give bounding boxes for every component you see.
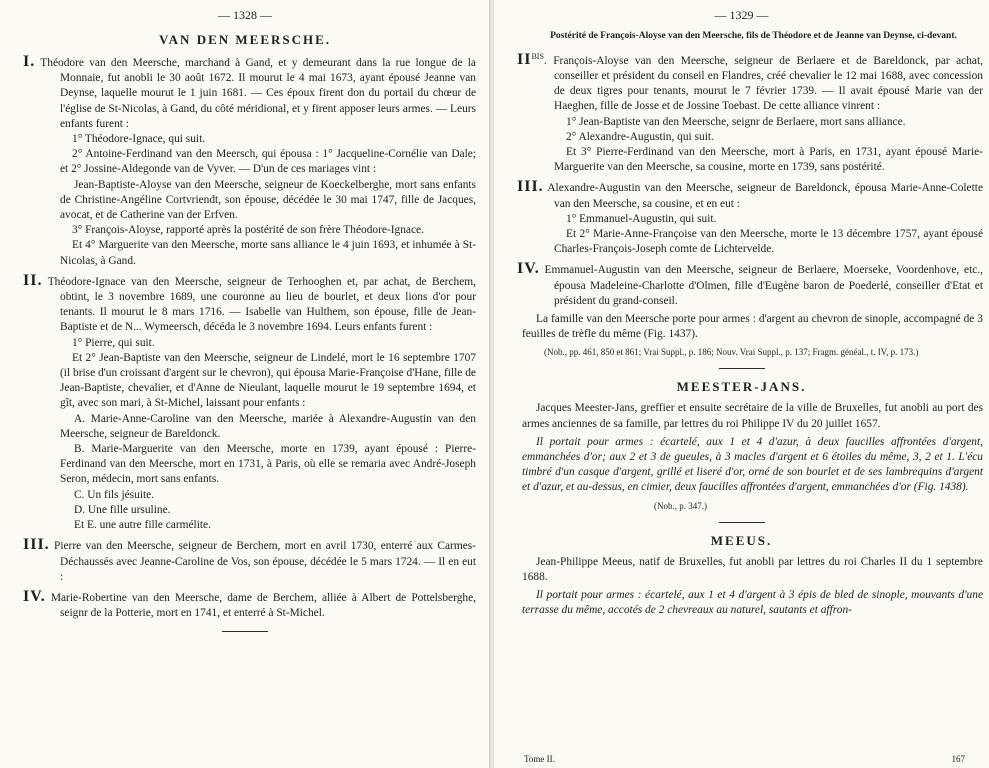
entry-sub: A. Marie-Anne-Caroline van den Meersche, mariée à Alexandre-Augustin van den Meersche, seigneur de Bareldonck. (60, 412, 476, 440)
left-page (0, 0, 490, 768)
family-title-van-den-meersche: VAN DEN MEERSCHE. (158, 32, 332, 47)
entry-number: III. (517, 178, 544, 196)
entry-number-sup: BIS (531, 52, 544, 61)
entry-number: II (517, 50, 532, 68)
meersche-references: (Nob., pp. 461, 850 et 861; Vrai Suppl., p. 186; Nouv. Vrai Suppl., p. 137; Fragm. généal., t. IV, p. 173.) (544, 347, 919, 358)
right-page-footer (494, 754, 989, 764)
entry-number: IV. (23, 587, 46, 605)
entry-text: Emmanuel-Augustin van den Meersche, seigneur de Berlaere, Moerseke, Voordenhove, etc., épousa Madeleine-Charlotte d'Olmen, fille d'Eugène baron de Poederlé, conseiller d'Etat et président du grand-conseil. (544, 264, 983, 307)
entry-number: I. (23, 53, 36, 70)
entry-sub: D. Une fille ursuline. (74, 503, 171, 516)
right-entry-2bis: $II^{BIS}$. François-Aloyse van den Meersche, seigneur de Berlaere et de Bareldonck, par achat, conseiller et président du conseil en Flandres, créé chevalier le 12 mai 1688, avec concession de deux tigres pour tenants, mourut le 7 février 1739. — Il avait épousé Marie van der Haeghen, fille de Josse et de Jossine Toebast. De cette alliance vinrent : 1° Jean-Baptiste van den Meersche, seignr de Berlaere, mort sans alliance. 2° Alexandre-Augustin, qui suit. Et 3° Pierre-Ferdinand van den Meersche, mort à Paris, en 1731, ayant épousé Marie-Marguerite van den Meersche, sa cousine, morte en 1739, sans postérité. (494, 49, 989, 175)
entry-text: Marie-Robertine van den Meersche, dame de Berchem, alliée à Albert de Pottelsberghe, seignr de la Potterie, mort en 1741, et enterré à St-Michel. (50, 591, 476, 620)
entry-sub: 1° Emmanuel-Augustin, qui suit. (566, 212, 717, 225)
left-entry-3 (0, 537, 490, 585)
entry-sub: C. Un fils jésuite. (74, 488, 155, 501)
entry-text: François-Aloyse van den Meersche, seigneur de Berlaere et de Bareldonck, par achat, conseiller et président du conseil en Flandres, créé chevalier le 12 mai 1688, avec concession de deux tigres pour tenants, mourut le 7 février 1739. — Il avait épousé Marie van der Haeghen, fille de Josse et de Jossine Toebast. De cette alliance vinrent : (553, 54, 983, 113)
entry-text: Alexandre-Augustin van den Meersche, seigneur de Bareldonck, épousa Marie-Anne-Colette van den Meersche, sa cousine, et en eut : (547, 182, 984, 210)
entry-sub: 1° Jean-Baptiste van den Meersche, seignr de Berlaere, mort sans alliance. (566, 115, 906, 128)
right-entry-4 (494, 261, 989, 309)
entry-number: II. (23, 271, 43, 289)
section-divider (719, 522, 765, 523)
left-entry-1 (0, 54, 490, 269)
entry-sub: 3° François-Aloyse, rapporté après la postérité de son frère Théodore-Ignace. (72, 224, 424, 237)
entry-text: Théodore van den Meersche, marchand à Gand, et y demeurant dans la rue longue de la Monnaie, fut anobli le 30 août 1672. Il mourut le 4 mai 1673, ayant épousé Jeanne van Deynse, laquelle mourut le 1 juin 1681. — Ces époux firent don du portail du chœur de l'église de St-Nicolas, à Gand, du côté méridional, et y firent apposer leurs armes. — Leurs enfants furent : (40, 57, 476, 130)
entry-number: IV. (517, 260, 540, 278)
entry-sub: B. Marie-Marguerite van den Meersche, morte en 1739, ayant épousé : Pierre-Ferdinand van den Meersche, mort en 1731, à Paris, où elle se remaria avec André-Joseph Seron, médecin, mort sans enfants. (60, 443, 476, 486)
meersche-blazon: La famille van den Meersche porte pour armes : d'argent au chevron de sinople, accompagné de 3 feuilles de trèfle du même (Fig. 1437). (522, 313, 983, 341)
family-title-meeus: MEEUS. (710, 532, 773, 548)
posterite-heading: Postérité de François-Aloyse van den Meersche, fils de Théodore et de Jeanne van Deynse, ci-devant. (550, 31, 957, 41)
meeus-blazon: Il portait pour armes : écartelé, aux 1 et 4 d'argent à 3 épis de bled de sinople, mouvants d'une terrasse du même, accotés de 2 chevreaux au naturel, sautants et affron- (522, 589, 983, 617)
right-page-number: — 1329 — (714, 8, 769, 22)
entry-sub: 1° Pierre, qui suit. (72, 336, 155, 349)
signature-number: 167 (951, 754, 965, 764)
left-page-number: — 1328 — (218, 8, 272, 22)
family-title-meester-jans: MEESTER-JANS. (676, 379, 807, 395)
entry-sub: 2° Antoine-Ferdinand van den Meersch, qui épousa : 1° Jacqueline-Cornélie van Dale; et 2° Jossine-Aldegonde van de Vyver. — D'un de ces mariages vint : (60, 148, 476, 176)
right-page (494, 0, 989, 768)
entry-sub: Et 3° Pierre-Ferdinand van den Meersche, mort à Paris, en 1731, ayant épousé Marie-Marguerite van den Meersche, sa cousine, morte en 1739, sans postérité. (554, 146, 983, 174)
entry-text: Théodore-Ignace van den Meersche, seigneur de Terhooghen et, par achat, de Berchem, obtint, le 3 novembre 1689, une couronne au lieu de bourlet, et deux lions d'or pour tenants. Il mourut le 8 mars 1716. — Isabelle van Hulthem, son épouse, fille de Jean-Baptiste et de N... Wymeersch, décéda le 3 novembre 1694. Leurs enfants furent : (47, 275, 476, 334)
left-entry-4 (0, 589, 490, 621)
entry-text: Pierre van den Meersche, seigneur de Berchem, mort en avril 1730, enterré aux Carmes-Déchaussés avec Jeanne-Caroline de Vos, son épouse, décédée le 5 mars 1724. — Il en eut : (54, 540, 476, 583)
entry-sub: 1° Théodore-Ignace, qui suit. (72, 133, 206, 146)
volume-label: Tome II. (524, 754, 555, 764)
meester-blazon: Il portait pour armes : écartelé, aux 1 et 4 d'azur, à deux faucilles affrontées d'argent, emmanchées d'or; aux 2 et 3 de gueules, à 3 macles d'argent et 6 étoiles du même, 3, 2 et 1. L'écu timbré d'un casque d'argent, grillé et liseré d'or, orné de son bourlet et de ses lambrequins d'argent et d'azur, et au-dessus, en cimier, deux faucilles affrontées d'argent, emmanchées d'or (Fig. 1438). (522, 435, 983, 494)
section-divider (222, 631, 268, 632)
right-entry-3 (494, 179, 989, 257)
entry-sub: Et 2° Jean-Baptiste van den Meersche, seigneur de Lindelé, mort le 16 septembre 1707 (il brise d'un croissant d'argent sur le chevron), qui épousa Marie-Françoise d'Hane, fille de Jean-Baptiste, chevalier, et d'Anne de Nieulant, laquelle mourut le 19 septembre 1694, et gît, avec son mari, à St-Michel, laissant pour enfants : (60, 351, 476, 410)
entry-sub: Et E. une autre fille carmélite. (74, 519, 211, 532)
left-entry-2 (0, 273, 490, 533)
meester-text: Jacques Meester-Jans, greffier et ensuite secrétaire de la ville de Bruxelles, fut anobli au port des armes anciennes de sa famille, par lettres du roi Philippe IV du 20 juillet 1657. (522, 402, 983, 430)
entry-number: III. (23, 536, 50, 554)
meester-reference: (Nob., p. 347.) (654, 500, 707, 511)
entry-sub: Jean-Baptiste-Aloyse van den Meersche, seigneur de Koeckelberghe, mort sans enfants de Christine-Angéline Cortvriendt, son épouse, décédée le 30 mai 1747, fille de Jacques, avocat, et de Catherine van der Erfven. (60, 178, 476, 222)
entry-sub: 2° Alexandre-Augustin, qui suit. (566, 130, 714, 143)
meeus-text: Jean-Philippe Meeus, natif de Bruxelles, fut anobli par lettres du roi Charles II du 1 septembre 1688. (522, 555, 983, 583)
entry-sub: Et 4° Marguerite van den Meersche, morte sans alliance le 4 juin 1693, et inhumée à St-Nicolas, à Gand. (60, 239, 476, 267)
section-divider (719, 368, 765, 369)
entry-sub: Et 2° Marie-Anne-Françoise van den Meersche, morte le 13 décembre 1757, ayant épousé Charles-François-Joseph comte de Lichtervelde. (554, 228, 983, 256)
